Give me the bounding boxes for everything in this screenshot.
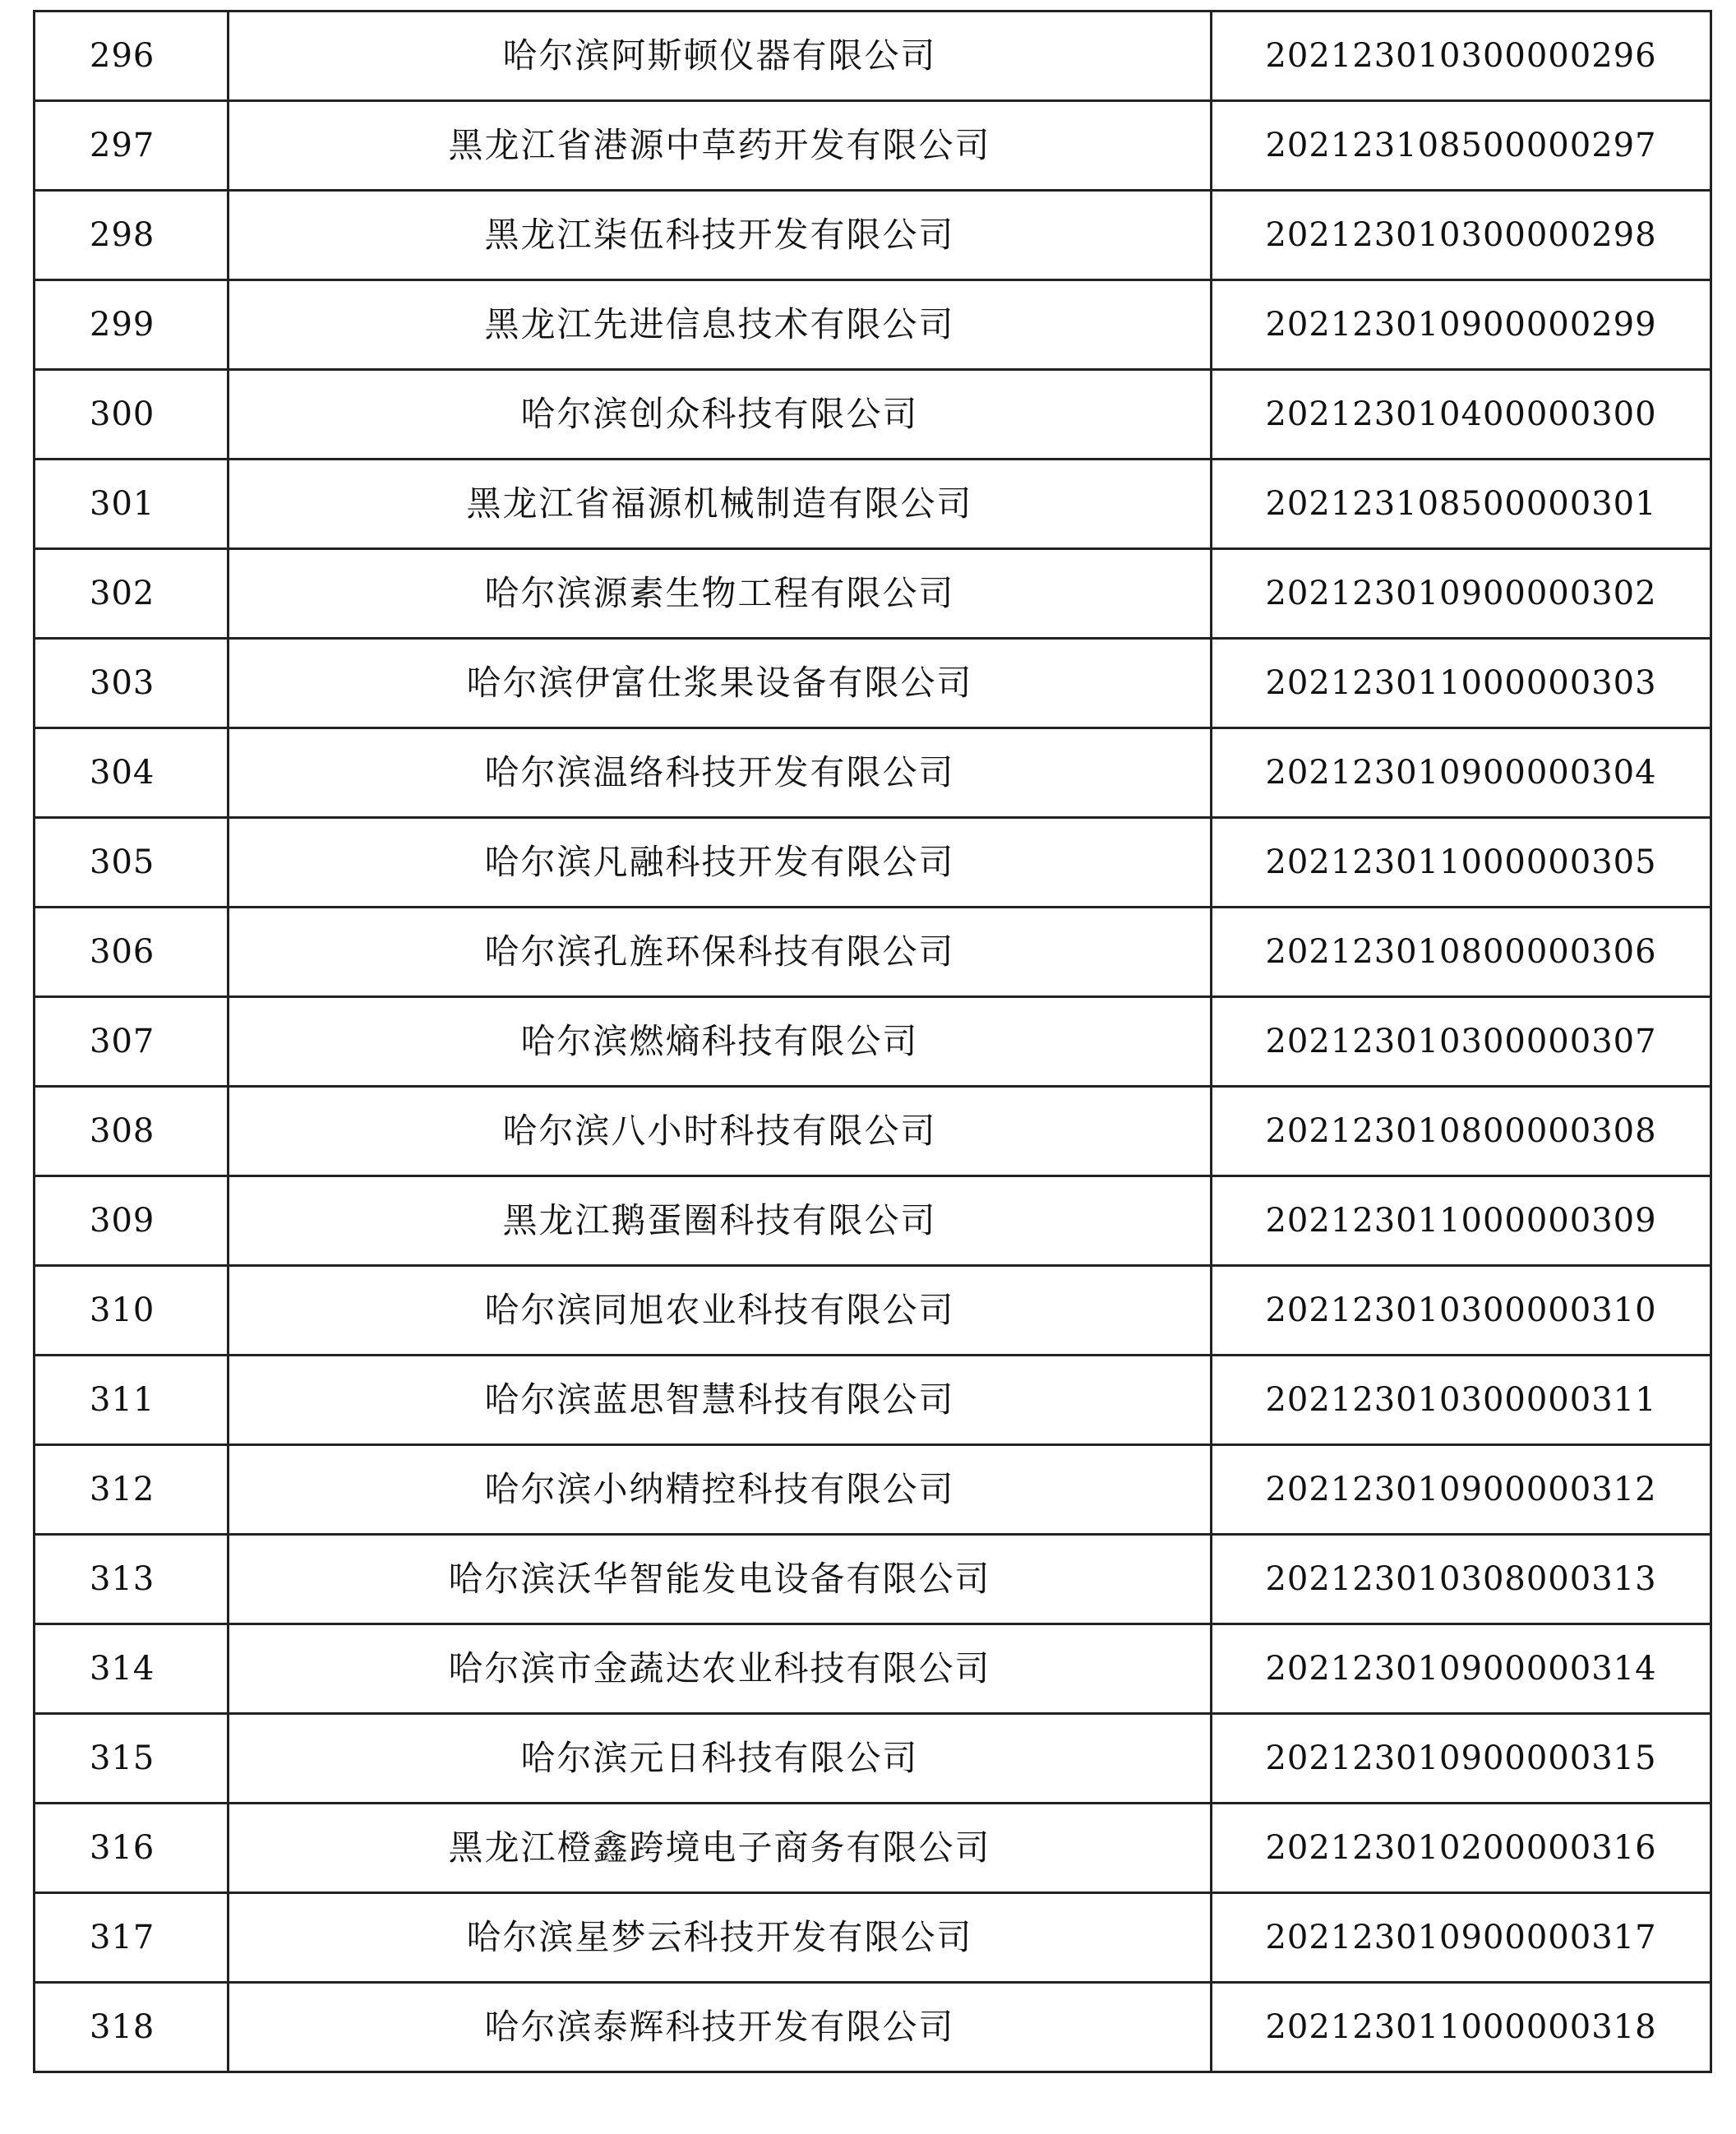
registration-code: 202123010900000315	[1212, 1714, 1711, 1804]
company-name: 哈尔滨元日科技有限公司	[229, 1714, 1212, 1804]
company-name: 黑龙江橙鑫跨境电子商务有限公司	[229, 1804, 1212, 1893]
registration-code: 202123011000000309	[1212, 1176, 1711, 1266]
row-number: 318	[35, 1983, 229, 2072]
company-name: 哈尔滨市金蔬达农业科技有限公司	[229, 1624, 1212, 1714]
registration-code: 202123010300000298	[1212, 191, 1711, 280]
registration-code: 202123010400000300	[1212, 370, 1711, 460]
registration-code: 202123010900000314	[1212, 1624, 1711, 1714]
row-number: 316	[35, 1804, 229, 1893]
row-number: 317	[35, 1893, 229, 1983]
row-number: 312	[35, 1445, 229, 1535]
registration-code: 202123010308000313	[1212, 1535, 1711, 1624]
company-name: 哈尔滨凡融科技开发有限公司	[229, 818, 1212, 908]
company-name: 黑龙江省福源机械制造有限公司	[229, 460, 1212, 549]
row-number: 304	[35, 728, 229, 818]
table-row	[35, 101, 1711, 191]
table-row	[35, 191, 1711, 280]
row-number: 300	[35, 370, 229, 460]
row-number: 314	[35, 1624, 229, 1714]
registration-code: 2021230103000002​96	[1212, 12, 1711, 101]
company-name: 黑龙江省港源中草药开发有限公司	[229, 101, 1212, 191]
company-name: 哈尔滨同旭农业科技有限公司	[229, 1266, 1212, 1356]
registration-code: 202123011000000305	[1212, 818, 1711, 908]
row-number: 299	[35, 280, 229, 370]
registration-code: 202123010900000299	[1212, 280, 1711, 370]
table-row	[35, 460, 1711, 549]
registration-code: 202123010900000304	[1212, 728, 1711, 818]
company-name: 哈尔滨创众科技有限公司	[229, 370, 1212, 460]
company-name: 黑龙江先进信息技术有限公司	[229, 280, 1212, 370]
table-row	[35, 1356, 1711, 1445]
company-name: 黑龙江柒伍科技开发有限公司	[229, 191, 1212, 280]
table-row	[35, 818, 1711, 908]
registration-code: 202123010900000312	[1212, 1445, 1711, 1535]
registration-code: 202123011000000303	[1212, 639, 1711, 728]
registration-code: 202123011000000318	[1212, 1983, 1711, 2072]
row-number: 313	[35, 1535, 229, 1624]
row-number: 308	[35, 1087, 229, 1176]
table-row	[35, 1983, 1711, 2072]
row-number: 303	[35, 639, 229, 728]
row-number: 310	[35, 1266, 229, 1356]
row-number: 301	[35, 460, 229, 549]
row-number: 311	[35, 1356, 229, 1445]
document-page	[33, 10, 1710, 2073]
company-name: 哈尔滨八小时科技有限公司	[229, 1087, 1212, 1176]
table-row	[35, 1535, 1711, 1624]
registration-code: 202123010900000317	[1212, 1893, 1711, 1983]
row-number: 297	[35, 101, 229, 191]
company-name: 哈尔滨源素生物工程有限公司	[229, 549, 1212, 639]
table-row	[35, 1714, 1711, 1804]
row-number: 298	[35, 191, 229, 280]
table-row	[35, 1266, 1711, 1356]
registration-code: 202123010800000306	[1212, 908, 1711, 997]
registration-code: 202123010900000302	[1212, 549, 1711, 639]
table-row	[35, 1087, 1711, 1176]
registration-code: 202123010300000311	[1212, 1356, 1711, 1445]
table-row	[35, 997, 1711, 1087]
company-name: 哈尔滨星梦云科技开发有限公司	[229, 1893, 1212, 1983]
table-row	[35, 639, 1711, 728]
company-name: 黑龙江鹅蛋圈科技有限公司	[229, 1176, 1212, 1266]
row-number: 296	[35, 12, 229, 101]
table-row	[35, 1624, 1711, 1714]
row-number: 307	[35, 997, 229, 1087]
table-row	[35, 728, 1711, 818]
row-number: 305	[35, 818, 229, 908]
table-row	[35, 1893, 1711, 1983]
company-registration-table	[33, 10, 1712, 2073]
table-row	[35, 908, 1711, 997]
table-row	[35, 370, 1711, 460]
table-row	[35, 1804, 1711, 1893]
company-name: 哈尔滨燃熵科技有限公司	[229, 997, 1212, 1087]
company-name: 哈尔滨小纳精控科技有限公司	[229, 1445, 1212, 1535]
row-number: 306	[35, 908, 229, 997]
row-number: 315	[35, 1714, 229, 1804]
table-row	[35, 280, 1711, 370]
registration-code: 202123010300000307	[1212, 997, 1711, 1087]
company-name: 哈尔滨阿斯顿仪器有限公司	[229, 12, 1212, 101]
table-row	[35, 1176, 1711, 1266]
company-name: 哈尔滨沃华智能发电设备有限公司	[229, 1535, 1212, 1624]
table-row	[35, 12, 1711, 101]
registration-code: 202123108500000301	[1212, 460, 1711, 549]
registration-code: 202123010200000316	[1212, 1804, 1711, 1893]
registration-code: 202123108500000297	[1212, 101, 1711, 191]
registration-code: 202123010300000310	[1212, 1266, 1711, 1356]
company-name: 哈尔滨温络科技开发有限公司	[229, 728, 1212, 818]
row-number: 309	[35, 1176, 229, 1266]
row-number: 302	[35, 549, 229, 639]
table-row	[35, 549, 1711, 639]
company-name: 哈尔滨蓝思智慧科技有限公司	[229, 1356, 1212, 1445]
company-name: 哈尔滨泰辉科技开发有限公司	[229, 1983, 1212, 2072]
registration-code: 202123010800000308	[1212, 1087, 1711, 1176]
company-name: 哈尔滨孔旌环保科技有限公司	[229, 908, 1212, 997]
table-row	[35, 1445, 1711, 1535]
company-name: 哈尔滨伊富仕浆果设备有限公司	[229, 639, 1212, 728]
